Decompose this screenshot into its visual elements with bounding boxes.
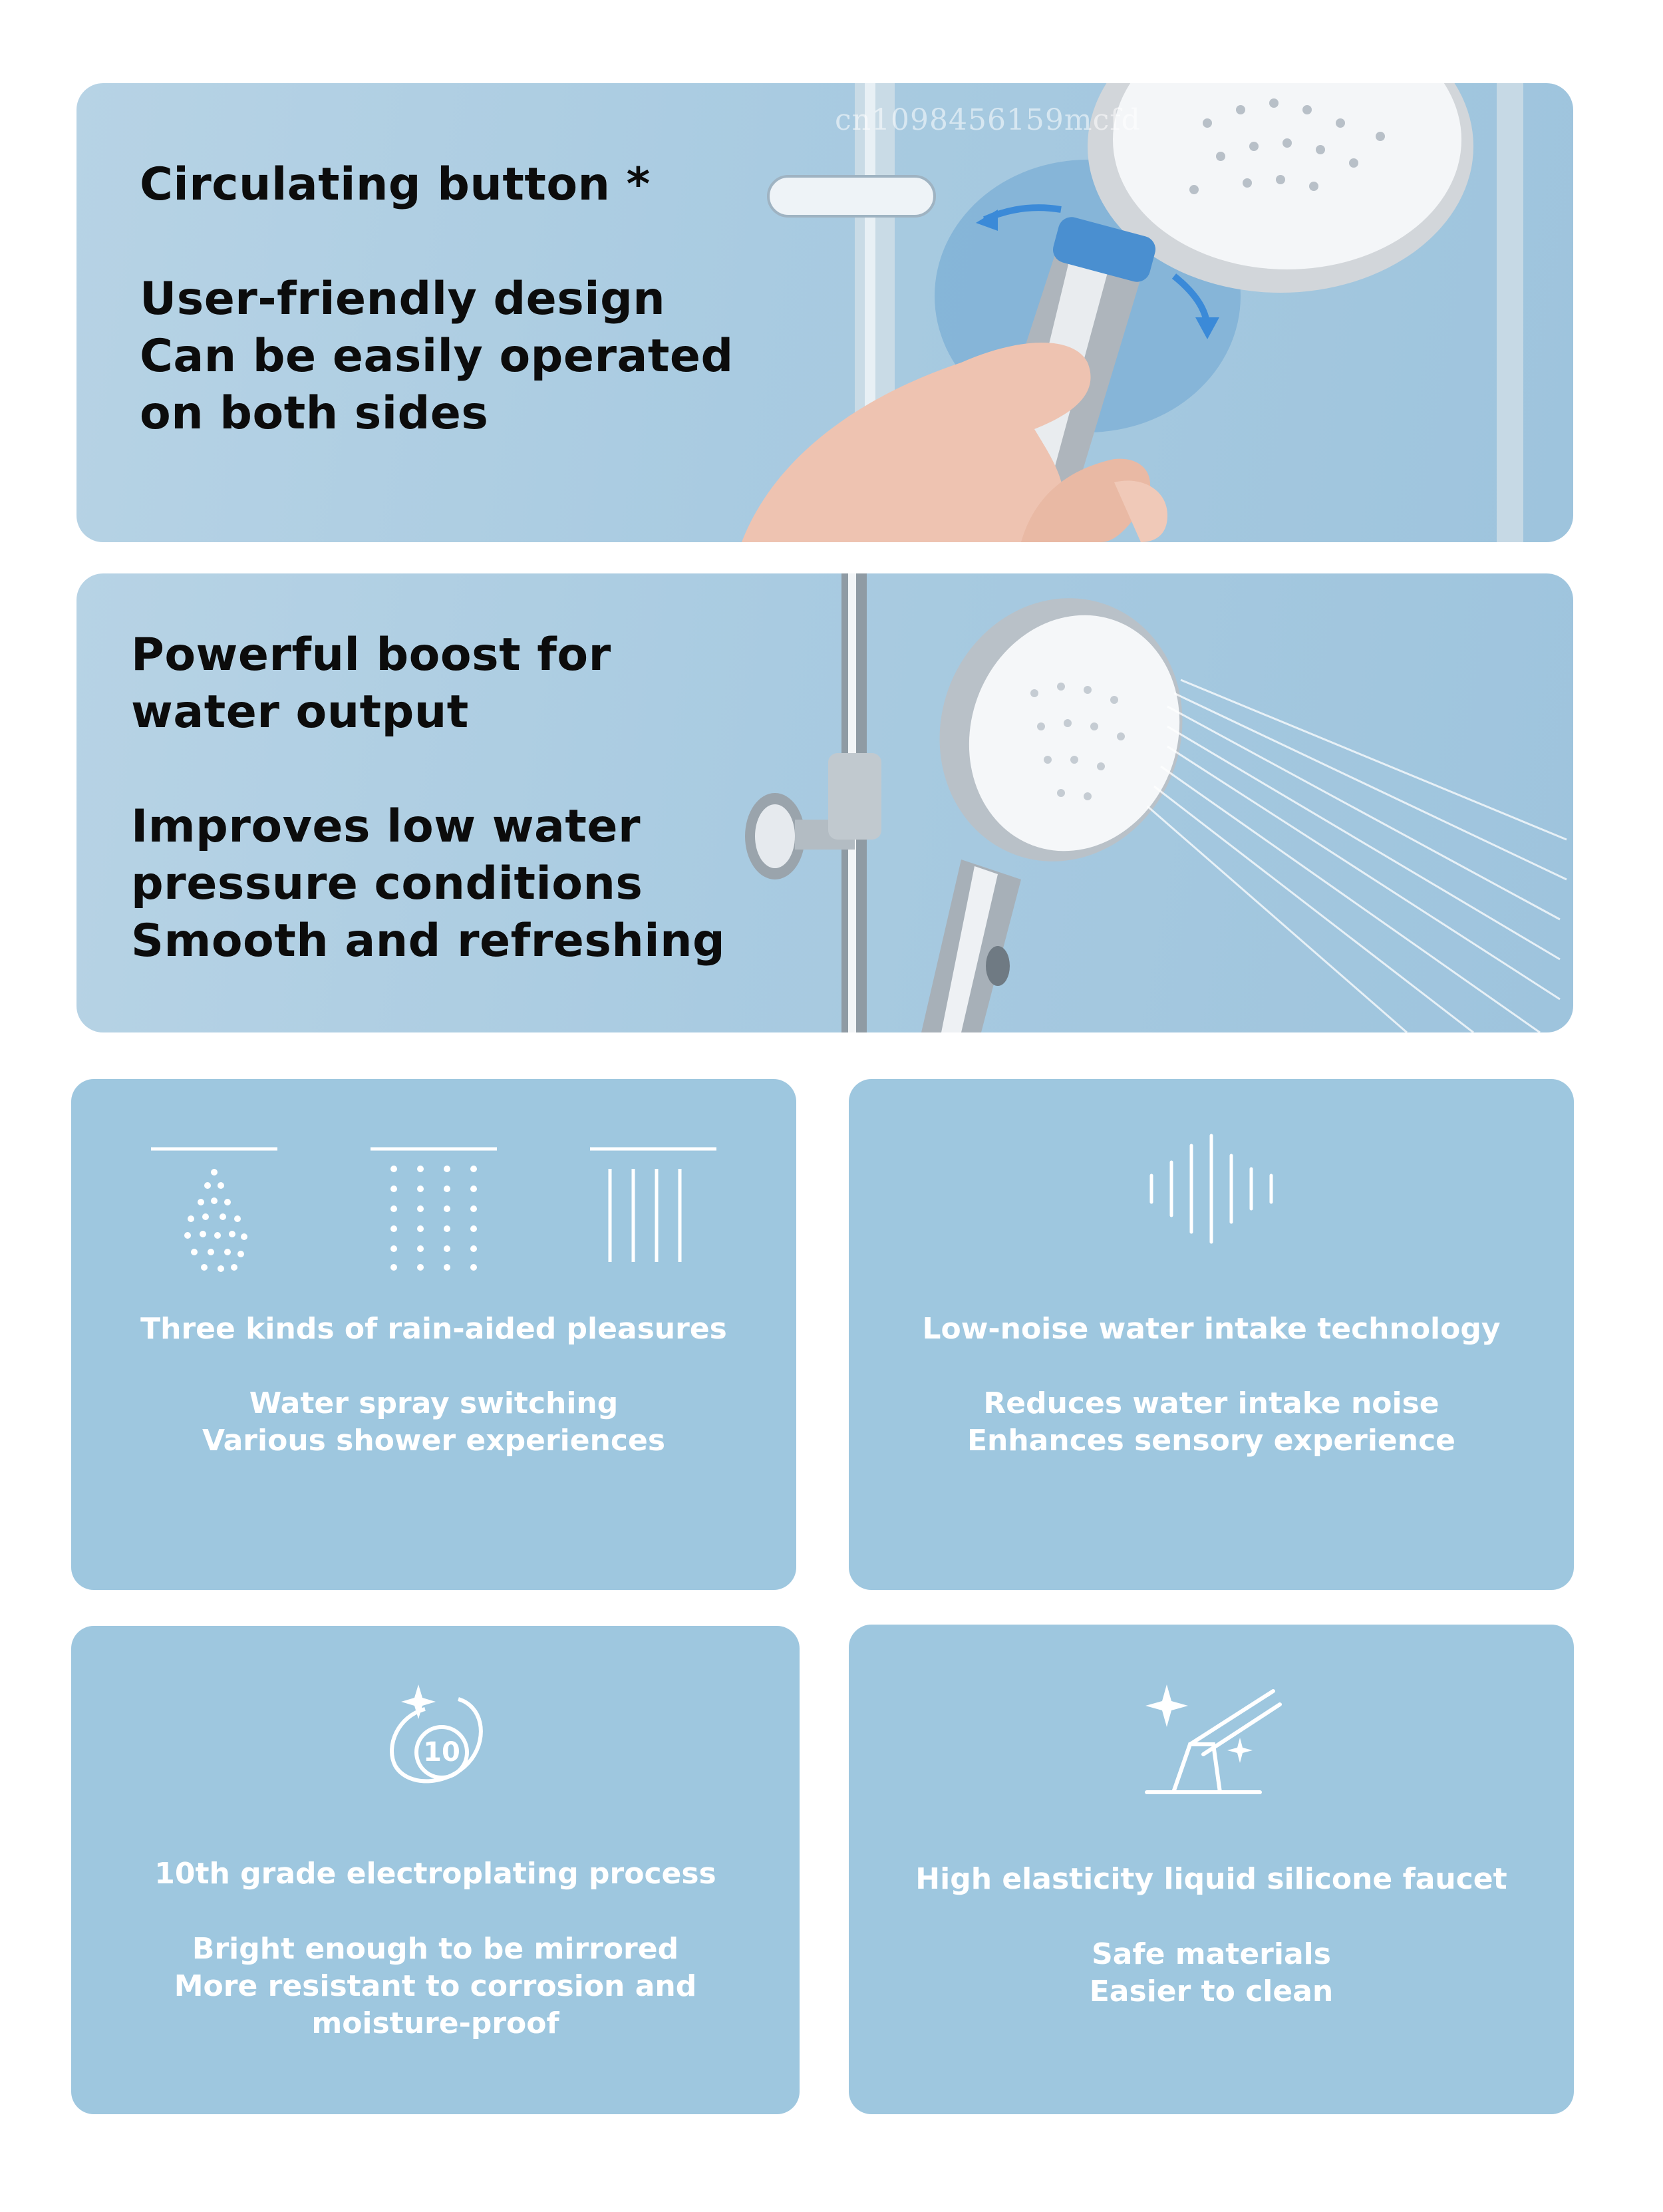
card-line: Safe materials — [1092, 1937, 1331, 1971]
feature-card-spray-modes — [71, 1079, 796, 1590]
card-line: Enhances sensory experience — [967, 1424, 1456, 1458]
icon-label: 10 — [423, 1737, 460, 1768]
banner-line: Improves low water — [131, 800, 641, 853]
card-body — [71, 1385, 796, 1460]
card-line: moisture-proof — [311, 2006, 559, 2040]
watermark: cn1098456159mcfd — [835, 103, 1141, 137]
banner-line: pressure conditions — [131, 858, 643, 910]
feature-card-silicone-faucet — [849, 1625, 1574, 2114]
card-body — [849, 1936, 1574, 2010]
feature-card-low-noise — [849, 1079, 1574, 1590]
banner-text — [131, 627, 796, 970]
banner-powerful-boost — [76, 573, 1573, 1032]
banner-circulating-button — [76, 83, 1573, 542]
card-line: Easier to clean — [1089, 1975, 1334, 2008]
banner-heading: Powerful boost for — [131, 629, 611, 681]
banner-line: on both sides — [140, 387, 489, 440]
card-title: 10th grade electroplating process — [154, 1857, 716, 1891]
card-body — [849, 1385, 1574, 1460]
electroplating-10-icon — [378, 1679, 495, 1786]
banner-text — [140, 156, 778, 442]
card-title: Three kinds of rain-aided pleasures — [140, 1312, 727, 1346]
card-line: Water spray switching — [249, 1386, 619, 1420]
feature-card-electroplating — [71, 1626, 800, 2114]
banner-line: Can be easily operated — [140, 330, 734, 383]
card-title: High elasticity liquid silicone faucet — [915, 1862, 1507, 1896]
banner-heading: water output — [131, 686, 469, 738]
card-line: More resistant to corrosion and — [174, 1969, 697, 2003]
sound-wave-icon — [1148, 1132, 1275, 1245]
silicone-faucet-icon — [1140, 1678, 1283, 1798]
card-line: Bright enough to be mirrored — [192, 1932, 679, 1966]
card-title: Low-noise water intake technology — [922, 1312, 1501, 1346]
banner-line: User-friendly design — [140, 273, 666, 325]
card-line: Reduces water intake noise — [983, 1386, 1439, 1420]
card-body — [71, 1931, 800, 2042]
banner-line: Smooth and refreshing — [131, 915, 726, 967]
spray-modes-icon — [151, 1142, 716, 1275]
banner-heading: Circulating button * — [140, 158, 651, 211]
card-line: Various shower experiences — [202, 1424, 666, 1458]
